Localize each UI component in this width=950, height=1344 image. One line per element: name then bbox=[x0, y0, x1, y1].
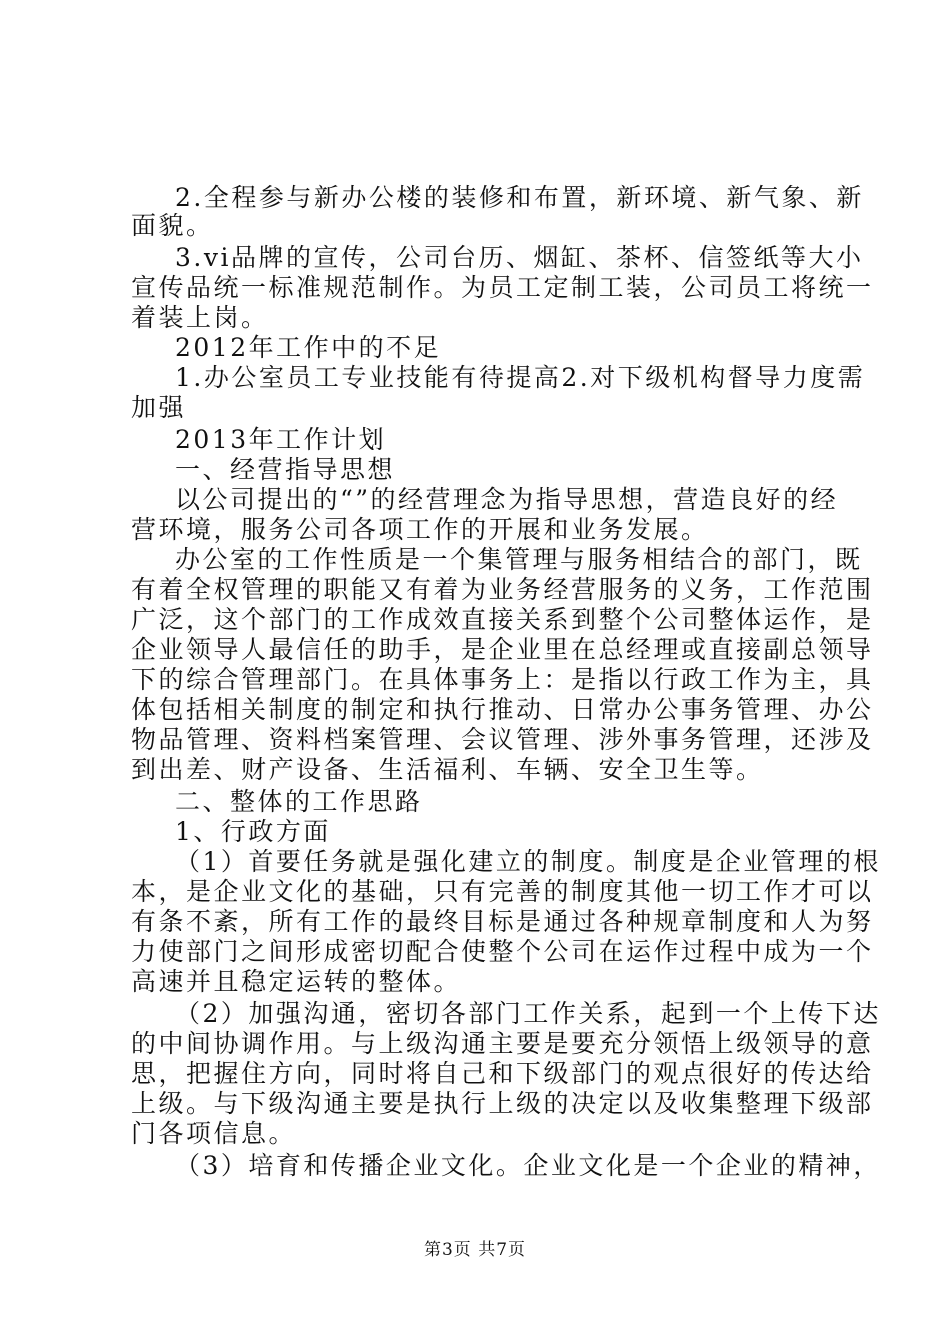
text-line: 到出差、财产设备、生活福利、车辆、安全卫生等。 bbox=[131, 755, 764, 784]
text-line: 思，把握住方向，同时将自己和下级部门的观点很好的传达给 bbox=[131, 1059, 874, 1088]
text-line: 上级。与下级沟通主要是执行上级的决定以及收集整理下级部 bbox=[131, 1089, 874, 1118]
text-line: 宣传品统一标准规范制作。为员工定制工装，公司员工将统一 bbox=[131, 273, 874, 302]
text-line: 广泛，这个部门的工作成效直接关系到整个公司整体运作，是 bbox=[131, 605, 874, 634]
text-line: （3）培育和传播企业文化。企业文化是一个企业的精神， bbox=[175, 1151, 881, 1180]
text-line: 下的综合管理部门。在具体事务上：是指以行政工作为主，具 bbox=[131, 665, 874, 694]
text-line: 以公司提出的“”的经营理念为指导思想，营造良好的经 bbox=[175, 485, 839, 514]
page-footer: 第3页 共7页 bbox=[423, 1240, 527, 1260]
text-line: （1）首要任务就是强化建立的制度。制度是企业管理的根 bbox=[175, 847, 881, 876]
text-line: 1.办公室员工专业技能有待提高2.对下级机构督导力度需 bbox=[175, 363, 866, 392]
text-line: 企业领导人最信任的助手，是企业里在总经理或直接副总领导 bbox=[131, 635, 874, 664]
section-heading: 2013年工作计划 bbox=[175, 425, 387, 454]
text-line: 体包括相关制度的制定和执行推动、日常办公事务管理、办公 bbox=[131, 695, 874, 724]
text-line: 有着全权管理的职能又有着为业务经营服务的义务，工作范围 bbox=[131, 575, 874, 604]
text-line: 高速并且稳定运转的整体。 bbox=[131, 967, 462, 996]
text-line: 着装上岗。 bbox=[131, 303, 269, 332]
text-line: 加强 bbox=[131, 393, 187, 422]
section-heading: 1、行政方面 bbox=[175, 817, 331, 846]
text-line: 2.全程参与新办公楼的装修和布置，新环境、新气象、新 bbox=[175, 183, 864, 212]
text-line: （2）加强沟通，密切各部门工作关系，起到一个上传下达 bbox=[175, 999, 881, 1028]
text-line: 的中间协调作用。与上级沟通主要是要充分领悟上级领导的意 bbox=[131, 1029, 874, 1058]
text-line: 3.vi品牌的宣传，公司台历、烟缸、茶杯、信签纸等大小 bbox=[175, 243, 864, 272]
text-line: 物品管理、资料档案管理、会议管理、涉外事务管理，还涉及 bbox=[131, 725, 874, 754]
text-line: 门各项信息。 bbox=[131, 1119, 297, 1148]
text-line: 力使部门之间形成密切配合使整个公司在运作过程中成为一个 bbox=[131, 937, 874, 966]
text-line: 营环境，服务公司各项工作的开展和业务发展。 bbox=[131, 515, 709, 544]
section-heading: 一、经营指导思想 bbox=[175, 455, 396, 484]
text-line: 本，是企业文化的基础，只有完善的制度其他一切工作才可以 bbox=[131, 877, 874, 906]
text-line: 办公室的工作性质是一个集管理与服务相结合的部门，既 bbox=[175, 545, 863, 574]
text-line: 有条不紊，所有工作的最终目标是通过各种规章制度和人为努 bbox=[131, 907, 874, 936]
section-heading: 二、整体的工作思路 bbox=[175, 787, 423, 816]
text-line: 面貌。 bbox=[131, 211, 214, 240]
section-heading: 2012年工作中的不足 bbox=[175, 333, 442, 362]
